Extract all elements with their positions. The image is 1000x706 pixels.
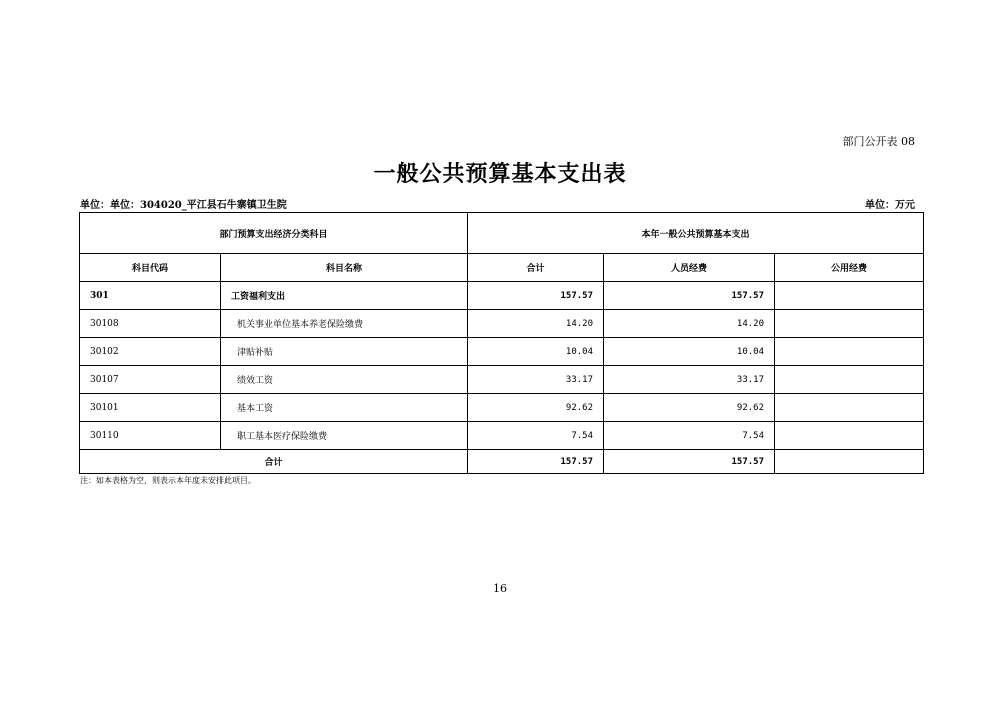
page-number: 16 xyxy=(493,582,507,595)
cell-name: 职工基本医疗保险缴费 xyxy=(221,422,468,450)
form-number: 部门公开表 08 xyxy=(842,135,915,148)
table-row xyxy=(80,310,924,338)
table-row xyxy=(80,394,924,422)
cell-code: 30102 xyxy=(80,338,221,366)
budget-table xyxy=(79,212,924,474)
table-row xyxy=(80,282,924,310)
table-total-row xyxy=(80,450,924,474)
cell-public xyxy=(775,310,924,338)
cell-name: 工资福利支出 xyxy=(221,282,468,310)
col-header-personnel: 人员经费 xyxy=(604,254,775,282)
table-row xyxy=(80,366,924,394)
cell-code: 301 xyxy=(80,282,221,310)
col-header-public: 公用经费 xyxy=(775,254,924,282)
cell-total: 7.54 xyxy=(468,422,604,450)
table-note: 注：如本表格为空，则表示本年度未安排此项目。 xyxy=(80,476,256,485)
currency-unit-label: 单位：万元 xyxy=(865,200,915,211)
total-personnel: 157.57 xyxy=(604,450,775,474)
cell-name: 机关事业单位基本养老保险缴费 xyxy=(221,310,468,338)
unit-label: 单位：单位：304020_平江县石牛寨镇卫生院 xyxy=(80,200,287,211)
cell-name: 绩效工资 xyxy=(221,366,468,394)
cell-public xyxy=(775,338,924,366)
cell-public xyxy=(775,366,924,394)
cell-code: 30108 xyxy=(80,310,221,338)
cell-personnel: 14.20 xyxy=(604,310,775,338)
total-label: 合计 xyxy=(80,450,468,474)
col-header-name: 科目名称 xyxy=(221,254,468,282)
cell-public xyxy=(775,282,924,310)
cell-total: 10.04 xyxy=(468,338,604,366)
total-public xyxy=(775,450,924,474)
cell-name: 基本工资 xyxy=(221,394,468,422)
col-header-total: 合计 xyxy=(468,254,604,282)
cell-personnel: 92.62 xyxy=(604,394,775,422)
cell-total: 157.57 xyxy=(468,282,604,310)
table-group-header-row xyxy=(80,213,924,254)
total-sum: 157.57 xyxy=(468,450,604,474)
cell-personnel: 10.04 xyxy=(604,338,775,366)
table-row xyxy=(80,338,924,366)
cell-total: 33.17 xyxy=(468,366,604,394)
cell-personnel: 7.54 xyxy=(604,422,775,450)
table-header-row xyxy=(80,254,924,282)
col-header-code: 科目代码 xyxy=(80,254,221,282)
cell-total: 92.62 xyxy=(468,394,604,422)
table-row xyxy=(80,422,924,450)
cell-code: 30101 xyxy=(80,394,221,422)
page-title: 一般公共预算基本支出表 xyxy=(373,161,627,187)
cell-personnel: 157.57 xyxy=(604,282,775,310)
right-group-header: 本年一般公共预算基本支出 xyxy=(468,213,924,254)
cell-personnel: 33.17 xyxy=(604,366,775,394)
left-group-header: 部门预算支出经济分类科目 xyxy=(80,213,468,254)
cell-code: 30110 xyxy=(80,422,221,450)
cell-code: 30107 xyxy=(80,366,221,394)
cell-total: 14.20 xyxy=(468,310,604,338)
cell-public xyxy=(775,422,924,450)
cell-public xyxy=(775,394,924,422)
cell-name: 津贴补贴 xyxy=(221,338,468,366)
